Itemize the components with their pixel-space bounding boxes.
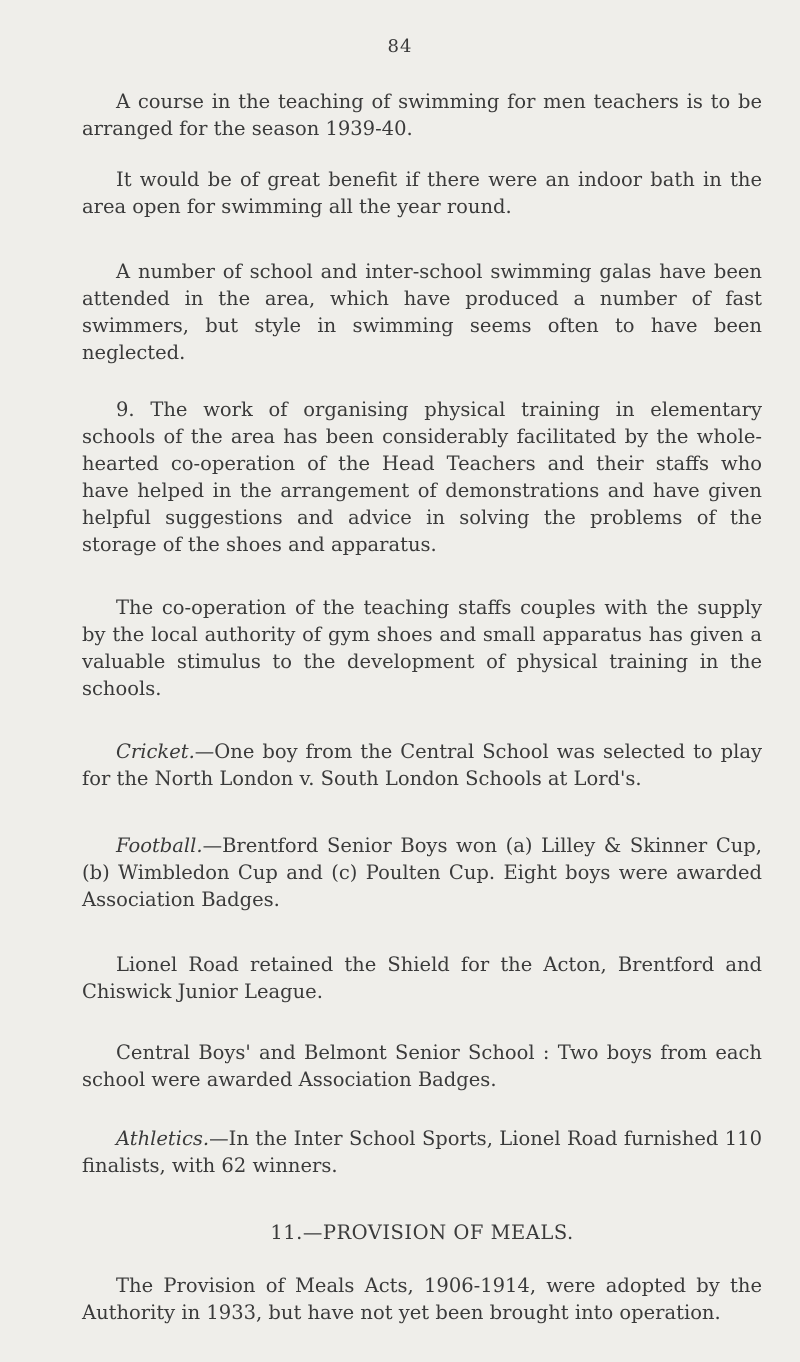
paragraph-athletics: [82, 1125, 762, 1179]
paragraph-football: [82, 832, 762, 913]
paragraph-indoor-bath: It would be of great benefit if there were an indoor bath in the area open for swimming all the year round.: [82, 168, 762, 218]
football-text: —Brentford Senior Boys won (a) Lilley & Skinner Cup, (b) Wimbledon Cup and (c) Poulten Cup. Eight boys were awarded Association Badges.: [82, 834, 762, 911]
football-lead: Football.: [116, 834, 203, 857]
document-body: [82, 88, 762, 1362]
cricket-lead: Cricket.: [116, 740, 195, 763]
paragraph-central-belmont: Central Boys' and Belmont Senior School : Two boys from each school were awarded Association Badges.: [82, 1041, 762, 1091]
page-number: 84: [387, 36, 413, 57]
cricket-text: —One boy from the Central School was selected to play for the North London v. South London Schools at Lord's.: [82, 740, 762, 790]
paragraph-swimming-galas: A number of school and inter-school swimming galas have been attended in the area, which have produced a number of fast swimmers, but style in swimming seems often to have been neglected.: [82, 260, 762, 364]
paragraph-lionel-road-shield: Lionel Road retained the Shield for the Acton, Brentford and Chiswick Junior League.: [82, 953, 762, 1003]
paragraph-physical-training: 9. The work of organising physical training in elementary schools of the area has been considerably facilitated by the whole-hearted co-operation of the Head Teachers and their staffs who have helped in the arrangement of demonstrations and have given helpful suggestions and advice in solving the problems of the storage of the shoes and apparatus.: [82, 398, 762, 556]
section-heading-meals: 11.—PROVISION OF MEALS.: [270, 1221, 574, 1244]
athletics-text: —In the Inter School Sports, Lionel Road furnished 110 finalists, with 62 winners.: [82, 1127, 762, 1177]
paragraph-swimming-course: A course in the teaching of swimming for men teachers is to be arranged for the season 1939-40.: [82, 90, 762, 140]
athletics-lead: Athletics.: [116, 1127, 210, 1150]
paragraph-cricket: [82, 738, 762, 792]
paragraph-teaching-staffs: The co-operation of the teaching staffs couples with the supply by the local authority of gym shoes and small apparatus has given a valuable stimulus to the development of physical training in the schools.: [82, 596, 762, 700]
paragraph-provision-of-meals: The Provision of Meals Acts, 1906-1914, were adopted by the Authority in 1933, but have not yet been brought into operation.: [82, 1274, 762, 1324]
